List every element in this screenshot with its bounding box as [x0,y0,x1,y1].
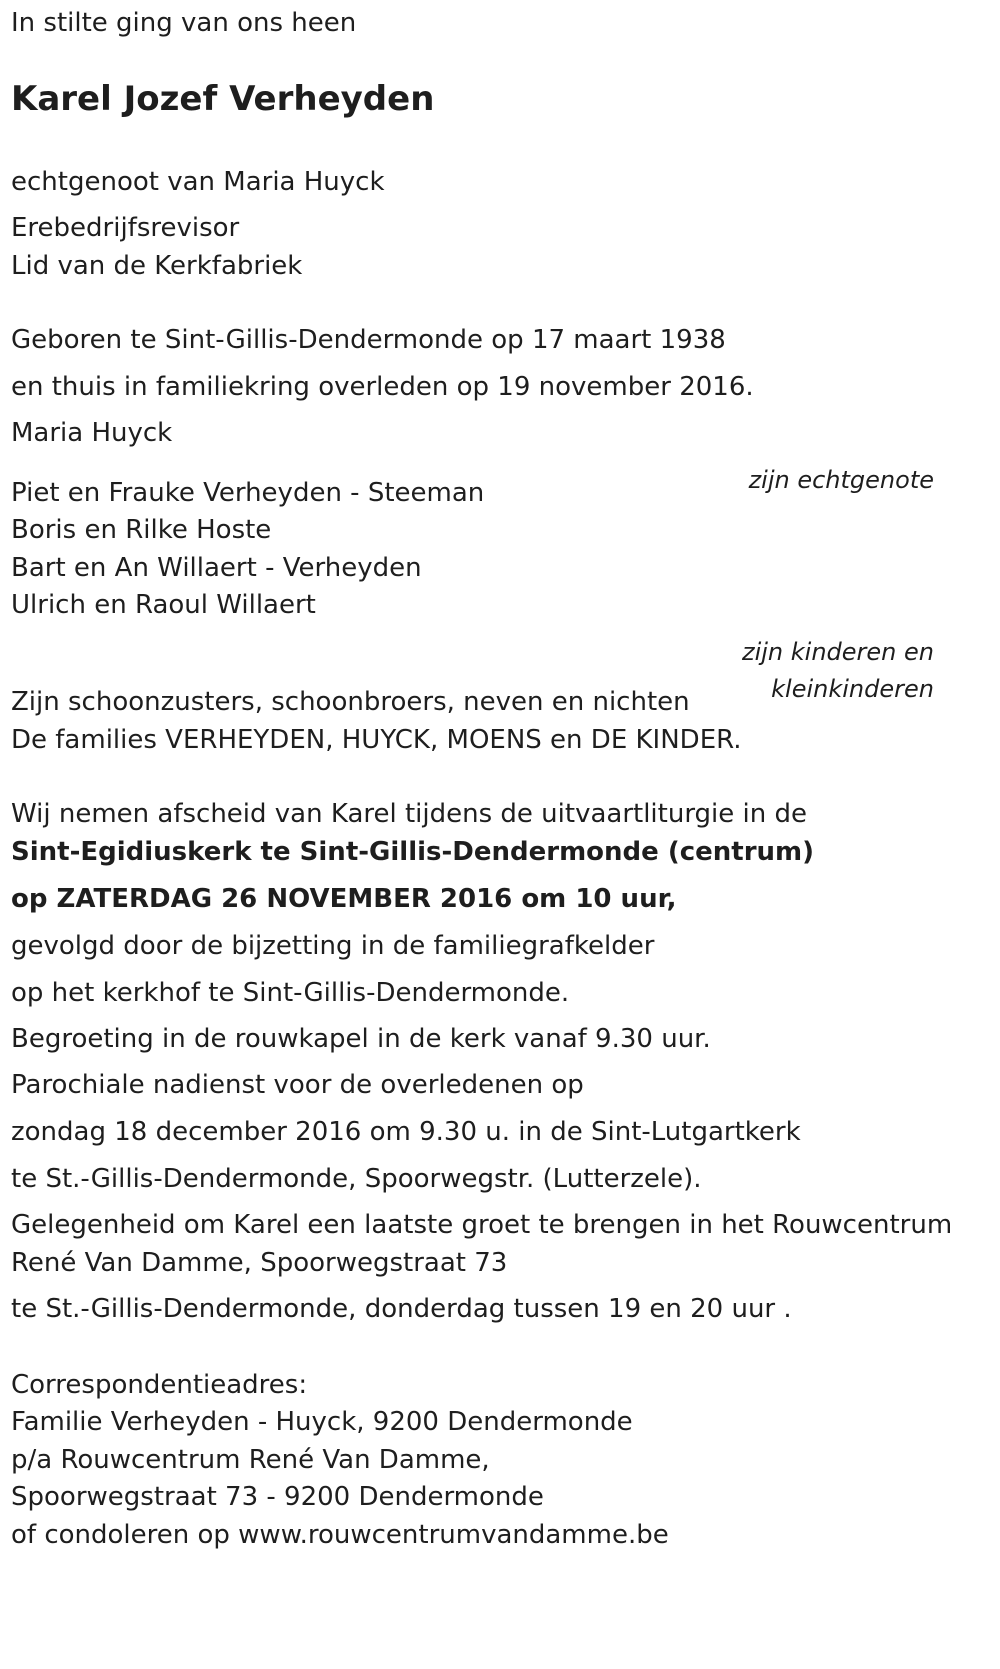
birth-line: Geboren te Sint-Gillis-Dendermonde op 17 maart 1938 [11,325,726,355]
correspondence-line: Spoorwegstraat 73 - 9200 Dendermonde [11,1482,544,1512]
spouse-relation: zijn echtgenote [748,466,934,494]
child-line: Bart en An Willaert - Verheyden [11,553,422,583]
visit-line: René Van Damme, Spoorwegstraat 73 [11,1248,508,1278]
condolence-line: of condoleren op www.rouwcentrumvandamme.be [11,1520,669,1550]
child-line: Boris en Rilke Hoste [11,515,272,545]
service-date: op ZATERDAG 26 NOVEMBER 2016 om 10 uur, [11,884,677,914]
deceased-name: Karel Jozef Verheyden [11,79,435,119]
burial-line: op het kerkhof te Sint-Gillis-Dendermonde. [11,978,570,1008]
role-line: Erebedrijfsrevisor [11,213,240,243]
children-relation: zijn kinderen en [742,638,934,666]
visit-line: Gelegenheid om Karel een laatste groet te brengen in het Rouwcentrum [11,1210,953,1240]
visit-line: te St.-Gillis-Dendermonde, donderdag tussen 19 en 20 uur . [11,1294,792,1324]
greeting-line: Begroeting in de rouwkapel in de kerk vanaf 9.30 uur. [11,1024,711,1054]
church-name: Sint-Egidiuskerk te Sint-Gillis-Dendermonde (centrum) [11,837,815,867]
intro-text: In stilte ging van ons heen [11,8,357,38]
role-line: Lid van de Kerkfabriek [11,251,303,281]
mass-line: te St.-Gillis-Dendermonde, Spoorwegstr. (Lutterzele). [11,1164,702,1194]
spouse-name: Maria Huyck [11,418,173,448]
relatives-line: Zijn schoonzusters, schoonbroers, neven en nichten [11,687,690,717]
correspondence-line: p/a Rouwcentrum René Van Damme, [11,1445,490,1475]
correspondence-line: Familie Verheyden - Huyck, 9200 Dendermonde [11,1407,633,1437]
child-line: Piet en Frauke Verheyden - Steeman [11,478,485,508]
mass-line: Parochiale nadienst voor de overledenen op [11,1070,584,1100]
mass-line: zondag 18 december 2016 om 9.30 u. in de Sint-Lutgartkerk [11,1117,801,1147]
children-relation: kleinkinderen [771,675,934,703]
burial-line: gevolgd door de bijzetting in de familiegrafkelder [11,931,655,961]
relatives-line: De families VERHEYDEN, HUYCK, MOENS en DE KINDER. [11,725,742,755]
spouse-line: echtgenoot van Maria Huyck [11,167,385,197]
child-line: Ulrich en Raoul Willaert [11,590,316,620]
death-line: en thuis in familiekring overleden op 19 november 2016. [11,372,754,402]
service-intro: Wij nemen afscheid van Karel tijdens de uitvaartliturgie in de [11,799,808,829]
correspondence-heading: Correspondentieadres: [11,1370,308,1400]
